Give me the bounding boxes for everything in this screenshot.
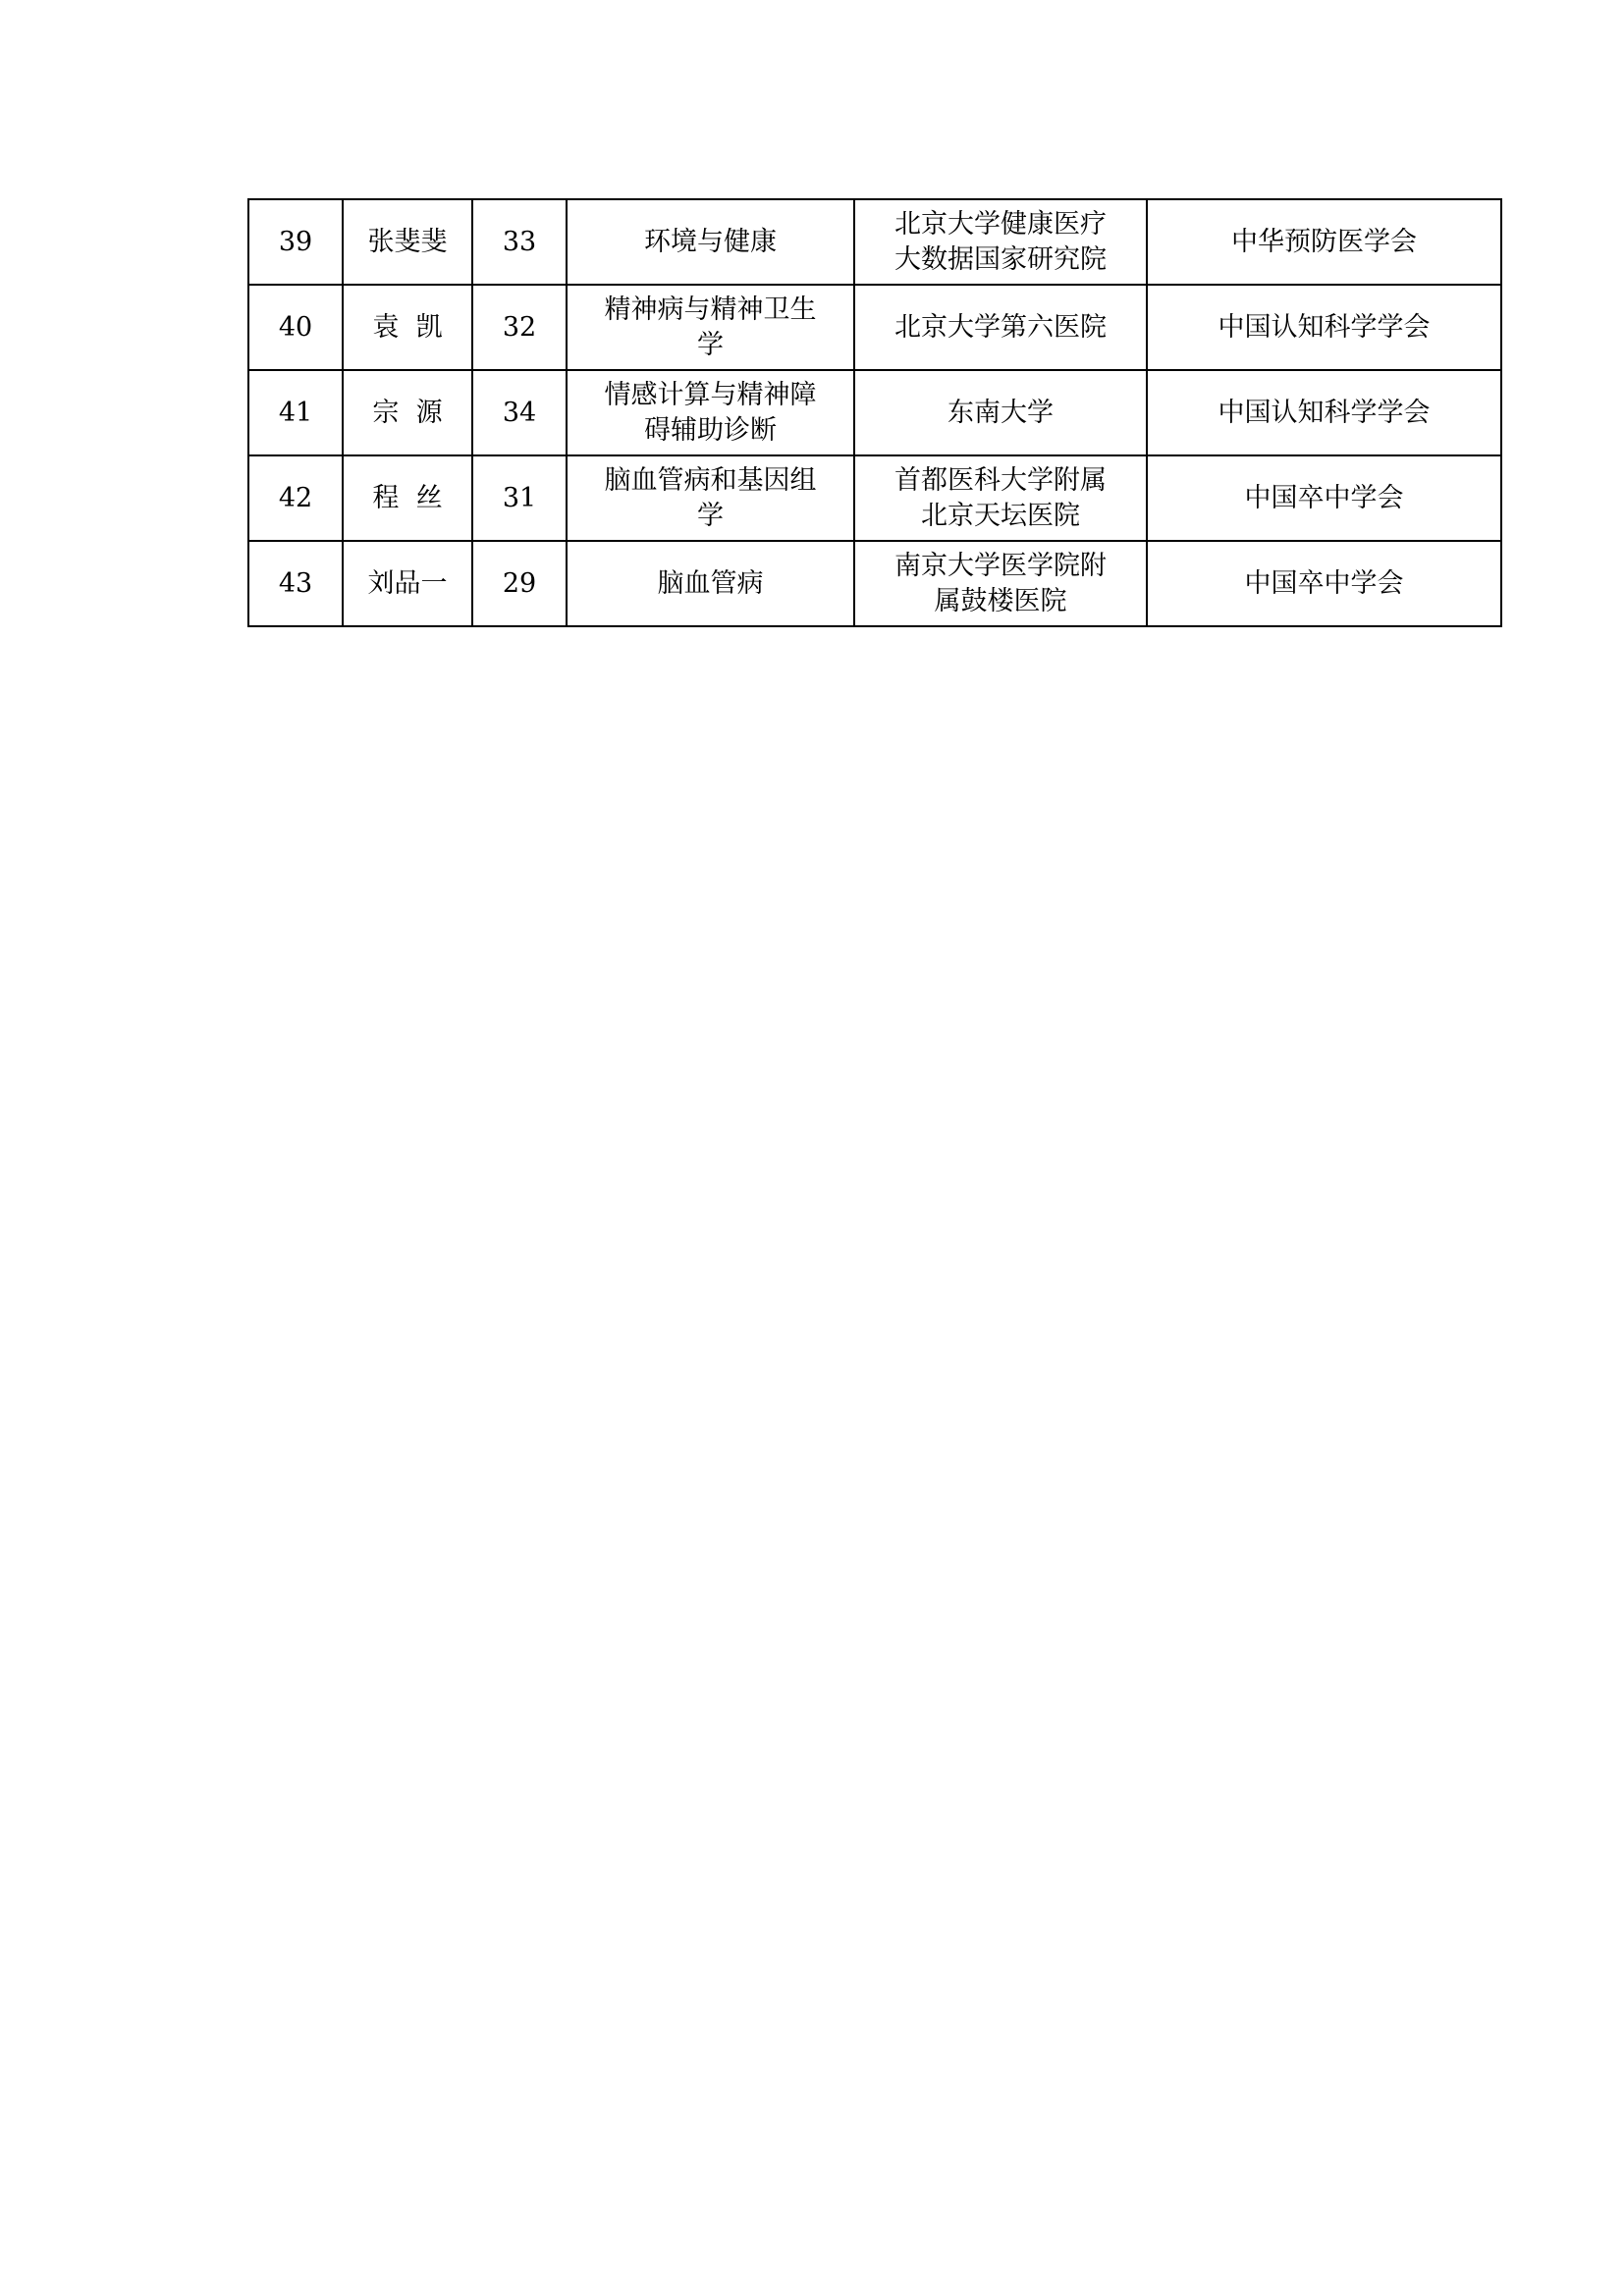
name-cell (343, 285, 472, 370)
table-row (248, 370, 1501, 455)
institution-cell (854, 199, 1147, 285)
society-cell (1147, 285, 1501, 370)
nominating-society: 中国认知科学学会 (1218, 397, 1431, 428)
nominating-society: 中国认知科学学会 (1218, 311, 1431, 343)
research-field: 脑血管病和基因组 学 (604, 464, 817, 531)
field-cell (567, 455, 854, 541)
person-name: 宗 源 (372, 397, 443, 428)
age-cell (472, 285, 567, 370)
institution: 东南大学 (947, 397, 1054, 428)
table-row (248, 199, 1501, 285)
field-cell (567, 199, 854, 285)
age-value: 31 (502, 482, 537, 513)
row-number: 39 (278, 226, 313, 257)
research-field: 脑血管病 (657, 567, 764, 599)
institution-cell (854, 285, 1147, 370)
row-number-cell (248, 370, 343, 455)
row-number-cell (248, 199, 343, 285)
institution: 首都医科大学附属 北京天坛医院 (894, 464, 1107, 531)
society-cell (1147, 199, 1501, 285)
institution: 南京大学医学院附 属鼓楼医院 (894, 550, 1107, 616)
person-name: 张斐斐 (367, 226, 448, 257)
name-cell (343, 455, 472, 541)
table-row (248, 455, 1501, 541)
nominating-society: 中国卒中学会 (1244, 482, 1404, 513)
table-row (248, 285, 1501, 370)
name-cell (343, 541, 472, 626)
field-cell (567, 370, 854, 455)
row-number: 43 (278, 567, 313, 599)
age-value: 34 (502, 397, 537, 428)
field-cell (567, 541, 854, 626)
field-cell (567, 285, 854, 370)
person-name: 程 丝 (372, 482, 443, 513)
institution: 北京大学健康医疗 大数据国家研究院 (894, 208, 1107, 275)
age-value: 29 (502, 567, 537, 599)
row-number-cell (248, 285, 343, 370)
research-field: 环境与健康 (644, 226, 777, 257)
award-roster-table (247, 198, 1502, 627)
research-field: 情感计算与精神障 碍辅助诊断 (604, 379, 817, 446)
row-number-cell (248, 541, 343, 626)
society-cell (1147, 541, 1501, 626)
row-number: 41 (278, 397, 313, 428)
age-cell (472, 541, 567, 626)
person-name: 袁 凯 (372, 311, 443, 343)
society-cell (1147, 455, 1501, 541)
institution-cell (854, 541, 1147, 626)
age-cell (472, 455, 567, 541)
nominating-society: 中华预防医学会 (1231, 226, 1417, 257)
table-row (248, 541, 1501, 626)
nominating-society: 中国卒中学会 (1244, 567, 1404, 599)
institution: 北京大学第六医院 (894, 311, 1107, 343)
research-field: 精神病与精神卫生 学 (604, 294, 817, 360)
name-cell (343, 370, 472, 455)
row-number: 42 (278, 482, 313, 513)
institution-cell (854, 370, 1147, 455)
row-number-cell (248, 455, 343, 541)
age-cell (472, 370, 567, 455)
name-cell (343, 199, 472, 285)
person-name: 刘品一 (367, 567, 448, 599)
age-value: 32 (502, 311, 537, 343)
row-number: 40 (278, 311, 313, 343)
age-cell (472, 199, 567, 285)
age-value: 33 (502, 226, 537, 257)
institution-cell (854, 455, 1147, 541)
society-cell (1147, 370, 1501, 455)
